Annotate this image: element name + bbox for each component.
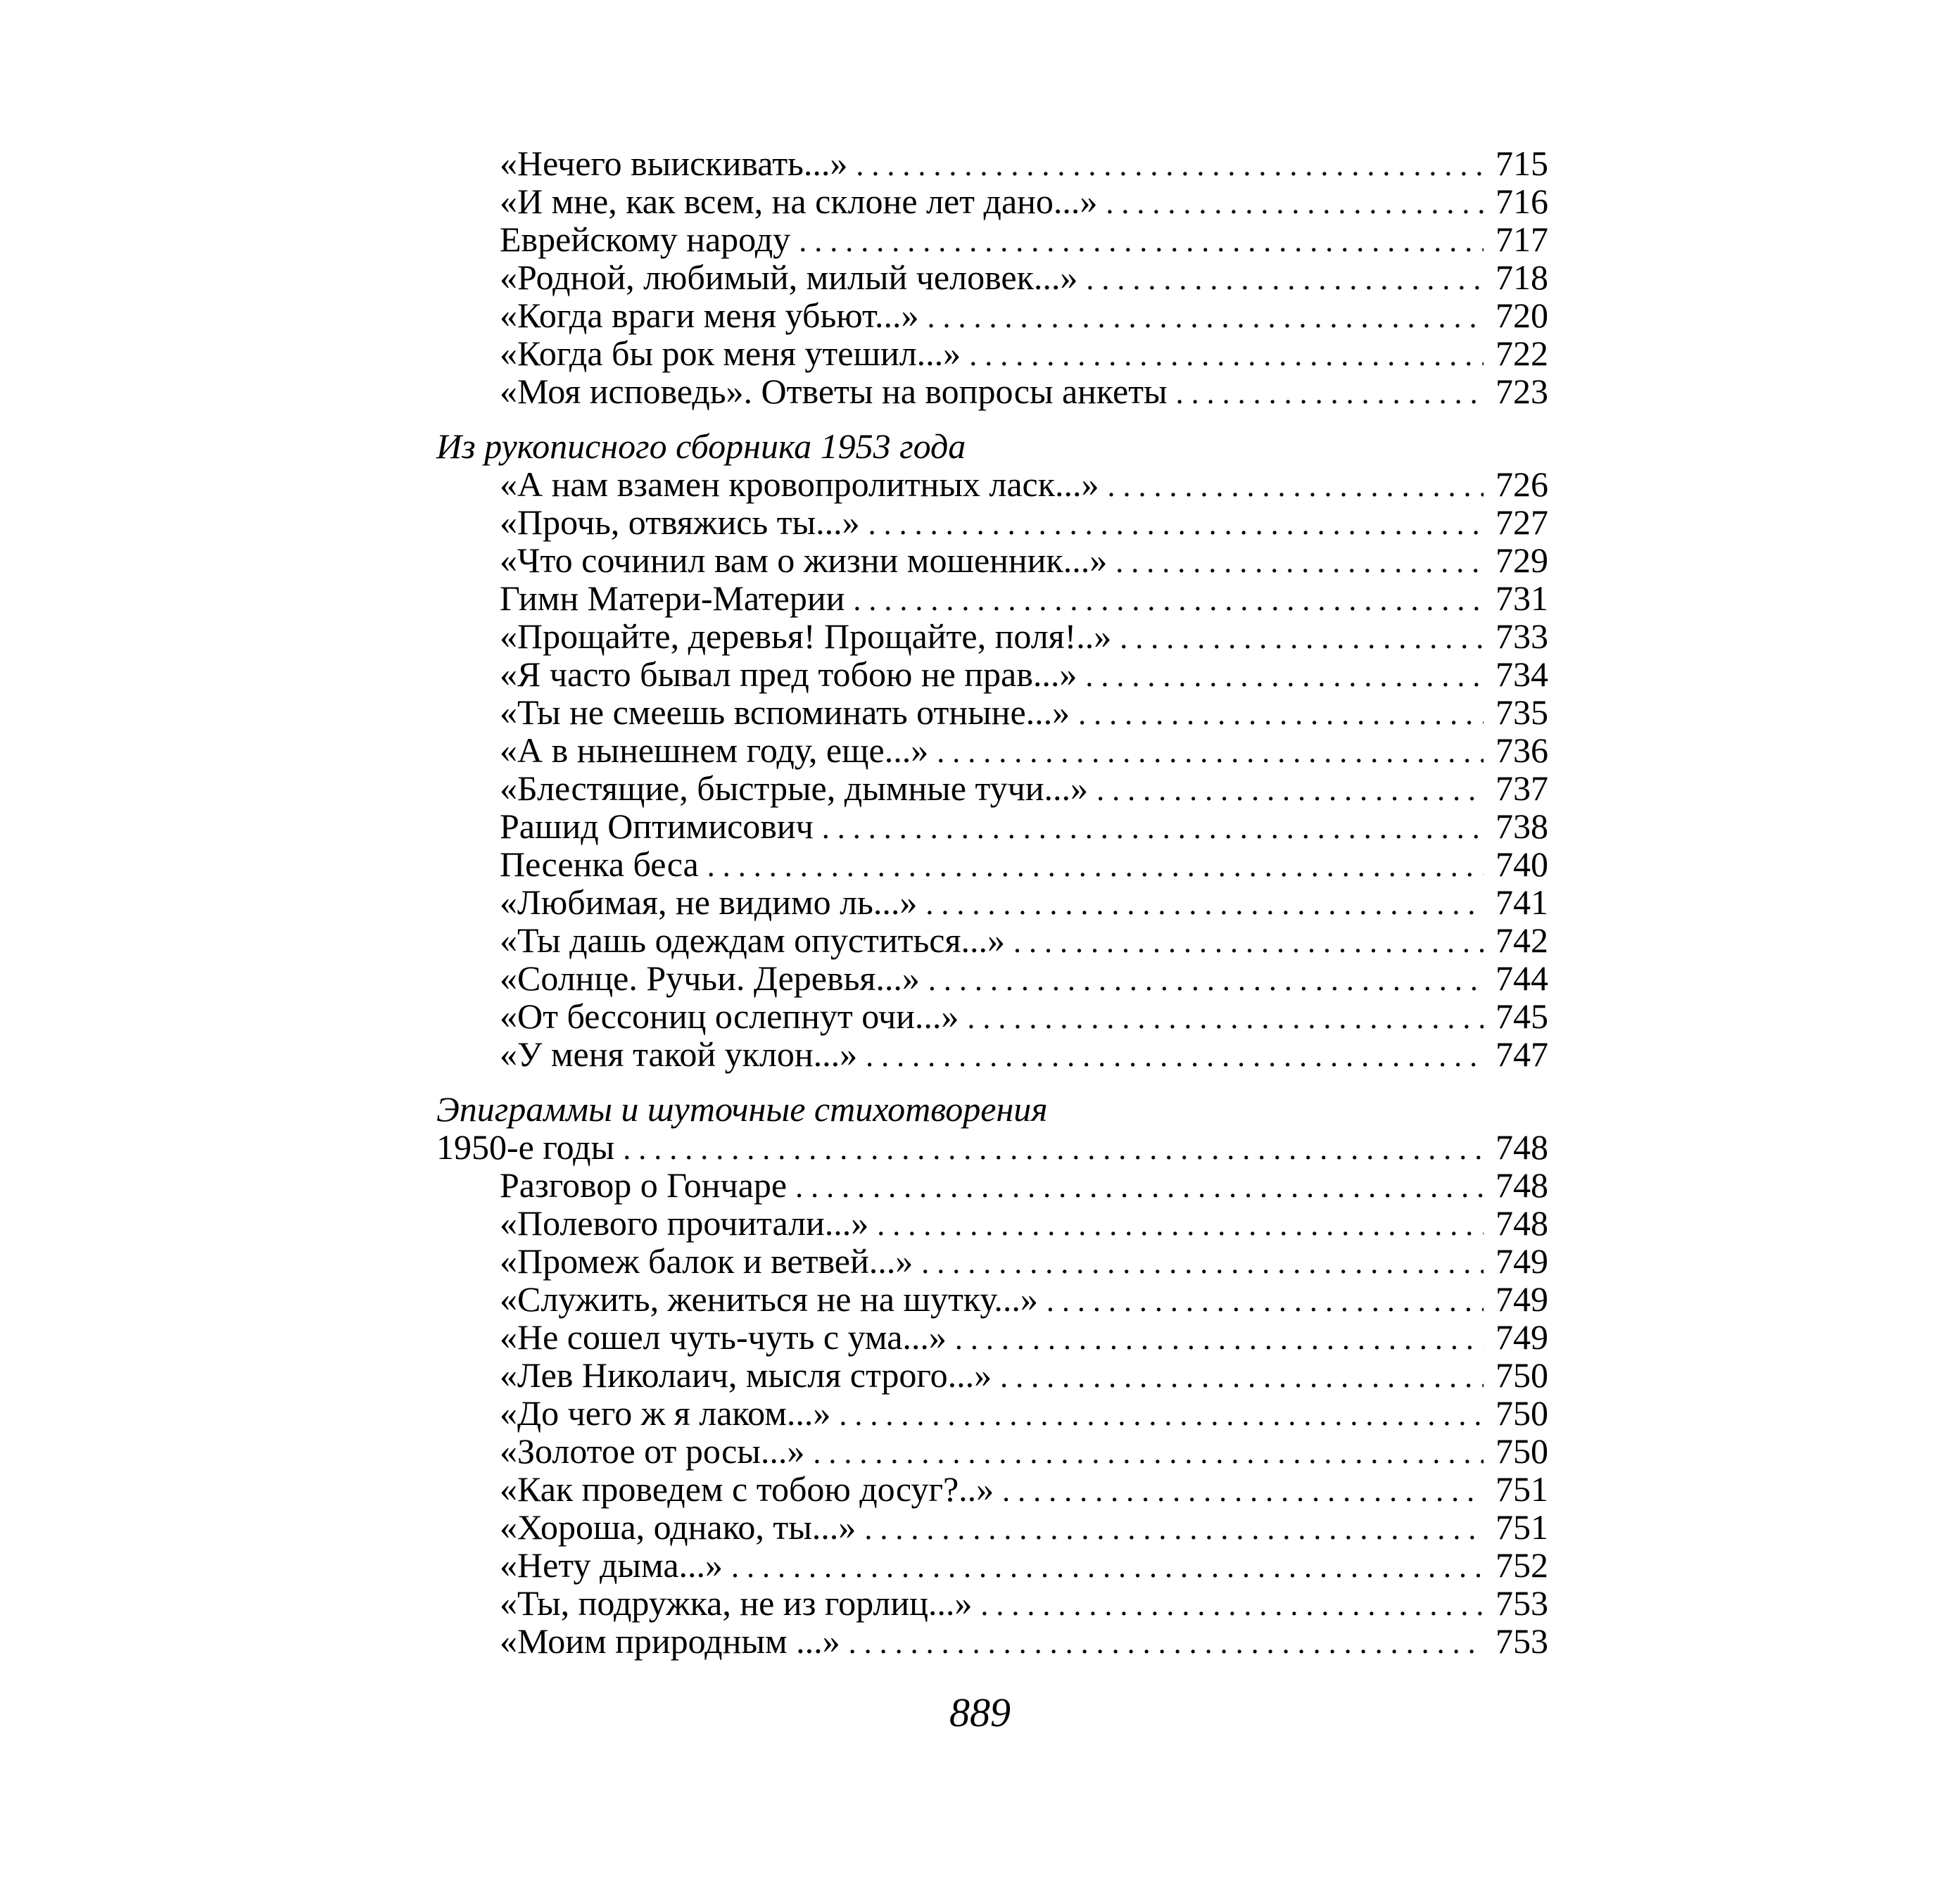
toc-entry <box>436 693 1548 731</box>
entry-page-number: 750 <box>1496 1355 1548 1395</box>
entry-title: «Хороша, однако, ты...» <box>500 1507 856 1547</box>
dot-leader <box>1013 923 1484 961</box>
dot-leader <box>1002 1472 1484 1510</box>
entry-page-number: 753 <box>1496 1583 1548 1623</box>
dot-leader <box>1120 619 1484 657</box>
dot-leader <box>937 733 1484 771</box>
dot-leader <box>799 222 1484 260</box>
toc-entry <box>436 997 1548 1035</box>
toc-entry <box>436 845 1548 883</box>
entry-page-number: 731 <box>1496 578 1548 618</box>
entry-page-number: 726 <box>1496 464 1548 504</box>
entry-title: «Ты, подружка, не из горлиц...» <box>500 1583 973 1623</box>
dot-leader <box>877 1206 1484 1244</box>
entry-title: Песенка беса <box>500 844 699 884</box>
table-of-contents <box>436 144 1548 1660</box>
toc-entry <box>436 883 1548 921</box>
dot-leader <box>967 999 1484 1037</box>
toc-entry <box>436 334 1548 372</box>
section-heading: Эпиграммы и шуточные стихотворения <box>436 1089 1048 1129</box>
entry-title: «Моим природным ...» <box>500 1621 840 1661</box>
toc-entry <box>436 465 1548 503</box>
toc-entry <box>436 220 1548 258</box>
entry-page-number: 749 <box>1496 1317 1548 1357</box>
entry-page-number: 749 <box>1496 1279 1548 1319</box>
dot-leader <box>856 146 1484 184</box>
entry-title: «Нету дыма...» <box>500 1545 723 1585</box>
entry-page-number: 753 <box>1496 1621 1548 1661</box>
entry-page-number: 748 <box>1496 1165 1548 1205</box>
dot-leader <box>822 809 1484 847</box>
entry-title: «Блестящие, быстрые, дымные тучи...» <box>500 768 1089 808</box>
dot-leader <box>849 1624 1484 1662</box>
entry-title: «Любимая, не видимо ль...» <box>500 882 918 922</box>
entry-page-number: 741 <box>1496 882 1548 922</box>
entry-page-number: 745 <box>1496 996 1548 1036</box>
toc-entry <box>436 1394 1548 1432</box>
entry-page-number: 748 <box>1496 1127 1548 1167</box>
dot-leader <box>731 1548 1484 1586</box>
entry-title: «Служить, жениться не на шутку...» <box>500 1279 1038 1319</box>
entry-title: «А нам взамен кровопролитных ласк...» <box>500 464 1099 504</box>
dot-leader <box>925 885 1484 923</box>
toc-entry <box>436 655 1548 693</box>
toc-entry <box>436 372 1548 410</box>
entry-title: Рашид Оптимисович <box>500 806 814 846</box>
dot-leader <box>1115 543 1484 581</box>
entry-page-number: 740 <box>1496 844 1548 884</box>
entry-title: «Золотое от росы...» <box>500 1431 805 1471</box>
entry-page-number: 720 <box>1496 296 1548 335</box>
toc-entry <box>436 182 1548 220</box>
entry-page-number: 717 <box>1496 220 1548 259</box>
toc-entry <box>436 1035 1548 1073</box>
toc-entry <box>436 1166 1548 1204</box>
toc-entry <box>436 1432 1548 1470</box>
entry-page-number: 727 <box>1496 502 1548 542</box>
entry-title: «А в нынешнем году, еще...» <box>500 730 929 770</box>
dot-leader <box>795 1168 1484 1206</box>
toc-entry <box>436 1470 1548 1508</box>
entry-page-number: 722 <box>1496 334 1548 373</box>
entry-title: «От бессониц ослепнут очи...» <box>500 996 959 1036</box>
toc-entry <box>436 258 1548 296</box>
toc-entry <box>436 579 1548 617</box>
entry-page-number: 718 <box>1496 258 1548 297</box>
dot-leader <box>1106 184 1484 222</box>
entry-title: Еврейскому народу <box>500 220 791 259</box>
entry-page-number: 748 <box>1496 1203 1548 1243</box>
dot-leader <box>955 1320 1484 1358</box>
entry-title: «Ты дашь одеждам опуститься...» <box>500 920 1005 960</box>
dot-leader <box>1108 467 1484 505</box>
dot-leader <box>868 505 1484 543</box>
entry-page-number: 715 <box>1496 144 1548 183</box>
toc-entry <box>436 1584 1548 1622</box>
entry-title: «Не сошел чуть-чуть с ума...» <box>500 1317 947 1357</box>
dot-leader <box>839 1396 1484 1434</box>
entry-title: «Как проведем с тобою досуг?..» <box>500 1469 994 1509</box>
dot-leader <box>707 847 1484 885</box>
entry-page-number: 734 <box>1496 654 1548 694</box>
dot-leader <box>1176 374 1484 412</box>
entry-title: «Родной, любимый, милый человек...» <box>500 258 1078 297</box>
entry-page-number: 738 <box>1496 806 1548 846</box>
entry-title: Разговор о Гончаре <box>500 1165 788 1205</box>
dot-leader <box>1047 1282 1484 1320</box>
dot-leader <box>969 336 1484 374</box>
toc-entry <box>436 807 1548 845</box>
dot-leader <box>1000 1358 1484 1396</box>
entry-title: Гимн Матери-Материи <box>500 578 845 618</box>
entry-page-number: 749 <box>1496 1241 1548 1281</box>
toc-entry <box>436 1204 1548 1242</box>
entry-title: «Прощайте, деревья! Прощайте, поля!..» <box>500 616 1112 656</box>
entry-page-number: 736 <box>1496 730 1548 770</box>
entry-page-number: 716 <box>1496 182 1548 221</box>
entry-title: 1950-е годы <box>436 1127 615 1167</box>
toc-entry <box>436 959 1548 997</box>
entry-title: «Промеж балок и ветвей...» <box>500 1241 913 1281</box>
entry-page-number: 729 <box>1496 540 1548 580</box>
entry-page-number: 744 <box>1496 958 1548 998</box>
entry-page-number: 751 <box>1496 1507 1548 1547</box>
entry-page-number: 747 <box>1496 1034 1548 1074</box>
entry-title: «Солнце. Ручьи. Деревья...» <box>500 958 920 998</box>
entry-title: «Полевого прочитали...» <box>500 1203 869 1243</box>
dot-leader <box>928 298 1484 336</box>
dot-leader <box>864 1510 1484 1548</box>
toc-entry <box>436 296 1548 334</box>
dot-leader <box>1086 260 1484 298</box>
toc-entry <box>436 1128 1548 1166</box>
dot-leader <box>928 961 1484 999</box>
dot-leader <box>1085 657 1484 695</box>
toc-entry <box>436 1546 1548 1584</box>
entry-title: «У меня такой уклон...» <box>500 1034 858 1074</box>
entry-page-number: 751 <box>1496 1469 1548 1509</box>
toc-entry <box>436 769 1548 807</box>
toc-entry <box>436 1280 1548 1318</box>
entry-title: «Ты не смеешь вспоминать отныне...» <box>500 692 1070 732</box>
dot-leader <box>1096 771 1484 809</box>
dot-leader <box>1078 695 1484 733</box>
entry-page-number: 737 <box>1496 768 1548 808</box>
toc-entry <box>436 503 1548 541</box>
entry-page-number: 742 <box>1496 920 1548 960</box>
entry-title: «Нечего выискивать...» <box>500 144 848 183</box>
toc-entry <box>436 1318 1548 1356</box>
entry-page-number: 735 <box>1496 692 1548 732</box>
entry-title: «Что сочинил вам о жизни мошенник...» <box>500 540 1108 580</box>
toc-entry <box>436 541 1548 579</box>
dot-leader <box>921 1244 1484 1282</box>
entry-page-number: 733 <box>1496 616 1548 656</box>
dot-leader <box>980 1586 1484 1624</box>
dot-leader <box>813 1434 1484 1472</box>
toc-entry <box>436 1508 1548 1546</box>
entry-page-number: 750 <box>1496 1431 1548 1471</box>
toc-entry <box>436 1356 1548 1394</box>
entry-page-number: 752 <box>1496 1545 1548 1585</box>
entry-title: «Я часто бывал пред тобою не прав...» <box>500 654 1077 694</box>
entry-page-number: 723 <box>1496 372 1548 411</box>
dot-leader <box>853 581 1484 619</box>
entry-title: «До чего ж я лаком...» <box>500 1393 831 1433</box>
dot-leader <box>866 1037 1484 1075</box>
entry-title: «Лев Николаич, мысля строго...» <box>500 1355 992 1395</box>
section-heading: Из рукописного сборника 1953 года <box>436 426 966 466</box>
entry-title: «Моя исповедь». Ответы на вопросы анкеты <box>500 372 1168 411</box>
toc-entry <box>436 1242 1548 1280</box>
entry-page-number: 750 <box>1496 1393 1548 1433</box>
entry-title: «Когда враги меня убьют...» <box>500 296 919 335</box>
entry-title: «Когда бы рок меня утешил...» <box>500 334 961 373</box>
toc-entry <box>436 731 1548 769</box>
toc-entry <box>436 617 1548 655</box>
toc-entry <box>436 1622 1548 1660</box>
toc-entry <box>436 921 1548 959</box>
toc-entry <box>436 144 1548 182</box>
entry-title: «И мне, как всем, на склоне лет дано...» <box>500 182 1098 221</box>
page-number: 889 <box>949 1690 1011 1735</box>
dot-leader <box>623 1130 1484 1168</box>
entry-title: «Прочь, отвяжись ты...» <box>500 502 860 542</box>
